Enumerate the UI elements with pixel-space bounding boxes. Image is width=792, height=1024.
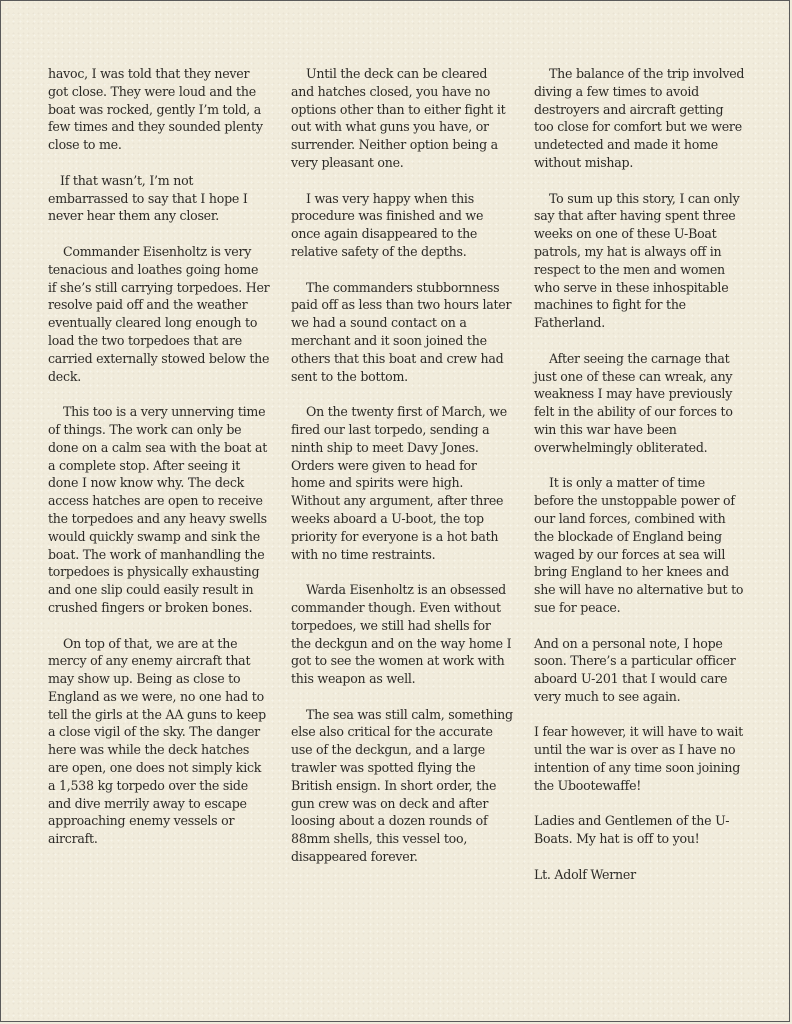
paragraph: To sum up this story, I can only say that after having spent three weeks on one of these U-Boat patrols, my hat is always off in respect to the men and women who serve in these inhospitable machines to fight for the Fatherland. bbox=[534, 190, 740, 331]
paragraph: The balance of the trip involved diving a few times to avoid destroyers and aircraft getting too close for comfort but we were undetected and made it home without mishap. bbox=[534, 66, 745, 170]
paragraph: Commander Eisenholtz is very tenacious and loathes going home if she’s still carrying torpedoes. Her resolve paid off and the weather eventually cleared long enough to load the two torpedoes that are carried externally stowed below the deck. bbox=[48, 243, 270, 384]
paragraph: havoc, I was told that they never got close. They were loud and the boat was rocked, gently I’m told, a few times and they sounded plenty close to me. bbox=[48, 66, 263, 153]
paragraph: Warda Eisenholtz is an obsessed commander though. Even without torpedoes, we still had shells for the deckgun and on the way home I got to see the women at work with this weapon as well. bbox=[291, 582, 512, 687]
paragraph: I fear however, it will have to wait until the war is over as I have no intention of any time soon joining the Ubootewaffe! bbox=[534, 724, 743, 793]
paragraph: Ladies and Gentlemen of the U-Boats. My hat is off to you! bbox=[534, 813, 730, 847]
paragraph: The commanders stubbornness paid off as less than two hours later we had a sound contact on a merchant and it soon joined the others that this boat and crew had sent to the bottom. bbox=[291, 279, 512, 384]
paragraph: On top of that, we are at the mercy of any enemy aircraft that may show up. Being as close to England as we were, no one had to tell the girls at the AA guns to keep a close vigil of the sky. The danger here was while the deck hatches are open, one does not simply kick a 1,538 kg torpedo over the side and dive merrily away to escape approaching enemy vessels or aircraft. bbox=[48, 635, 266, 847]
paragraph: The sea was still calm, something else also critical for the accurate use of the deckgun, and a large trawler was spotted flying the British ensign. In short order, the gun crew was on deck and after loosing about a dozen rounds of 88mm shells, this vessel too, disappeared forever. bbox=[291, 706, 513, 865]
paragraph: Until the deck can be cleared and hatches closed, you have no options other than to either fight it out with what guns you have, or surrender. Neither option being a very pleasant one. bbox=[291, 66, 506, 170]
text-column-3 bbox=[534, 65, 746, 901]
paragraph: It is only a matter of time before the unstoppable power of our land forces, combined with the blockade of England being waged by our forces at sea will bring England to her knees and she will have no alternative but to sue for peace. bbox=[534, 475, 744, 615]
paragraph: I was very happy when this procedure was finished and we once again disappeared to the relative safety of the depths. bbox=[291, 190, 484, 259]
paragraph: If that wasn’t, I’m not embarrassed to say that I hope I never hear them any closer. bbox=[48, 172, 248, 224]
paragraph: This too is a very unnerving time of things. The work can only be done on a calm sea with the boat at a complete stop. After seeing it done I now know why. The deck access hatches are open to receive the torpedoes and any heavy swells would quickly swamp and sink the boat. The work of manhandling the torpedoes is physically exhausting and one slip could easily result in crushed fingers or broken bones. bbox=[48, 404, 268, 615]
text-column-1 bbox=[48, 65, 270, 866]
paragraph: And on a personal note, I hope soon. There’s a particular officer aboard U-201 that I would care very much to see again. bbox=[534, 635, 736, 704]
paragraph: After seeing the carnage that just one of these can wreak, any weakness I may have previously felt in the ability of our forces to win this war have been overwhelmingly obliterated. bbox=[534, 350, 733, 455]
signature-line: Lt. Adolf Werner bbox=[534, 866, 636, 882]
paragraph: On the twenty first of March, we fired our last torpedo, sending a ninth ship to meet Davy Jones. Orders were given to head for home and spirits were high. Without any argument, after three weeks aboard a U-boot, the top priority for everyone is a hot bath with no time restraints. bbox=[291, 404, 507, 562]
text-column-2 bbox=[291, 65, 513, 884]
